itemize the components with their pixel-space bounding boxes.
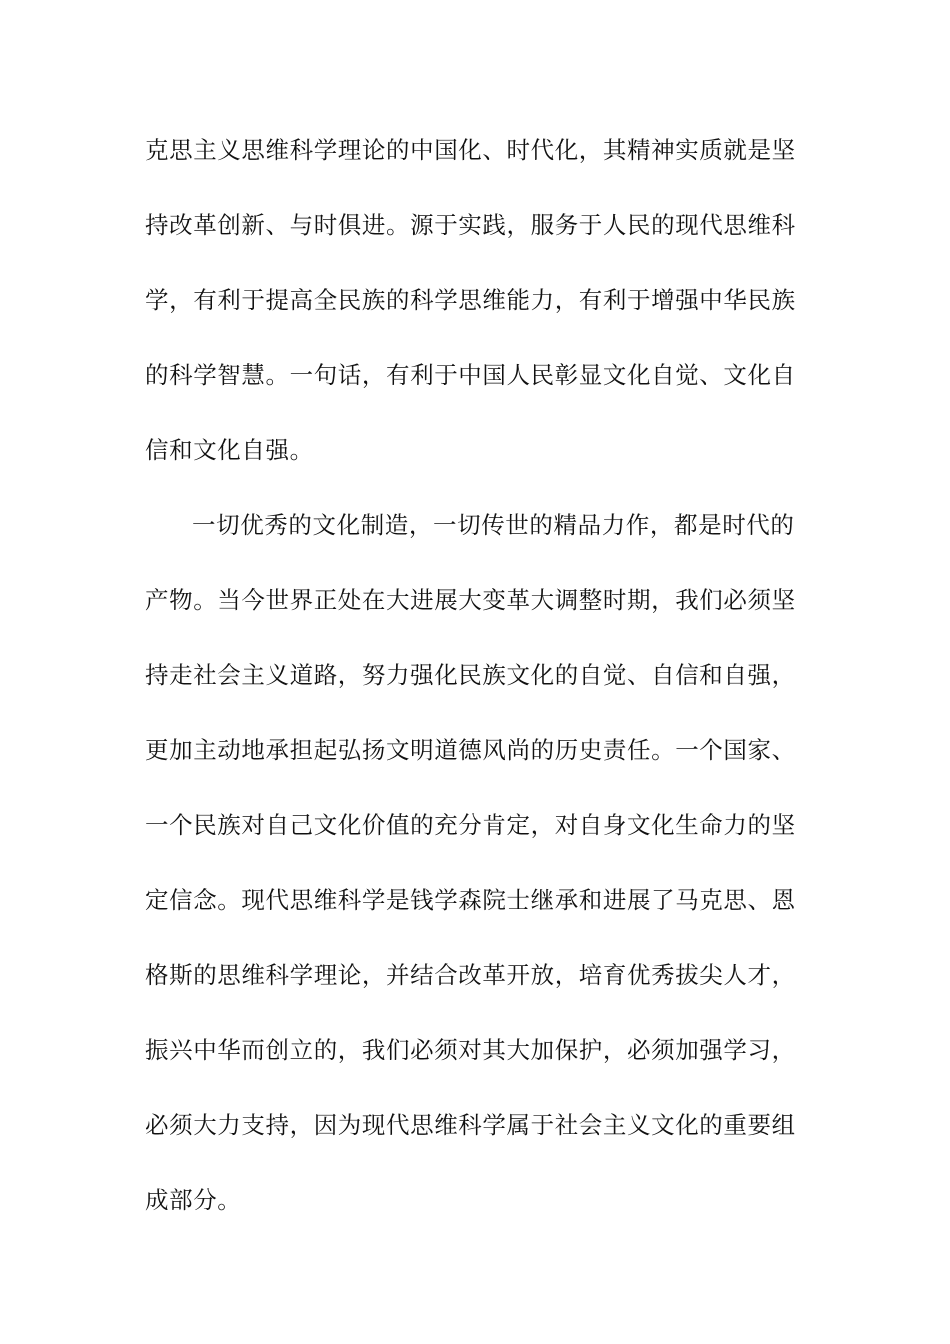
text-line-5: 信和文化自强。 [145,436,314,464]
text-line-4: 的科学智慧。一句话，有利于中国人民彰显文化自觉、文化自 [145,361,796,389]
text-line-2: 持改革创新、与时俱进。源于实践，服务于人民的现代思维科 [145,211,796,239]
text-line-8: 持走社会主义道路，努力强化民族文化的自觉、自信和自强， [145,661,796,689]
text-line-7: 产物。当今世界正处在大进展大变革大调整时期，我们必须坚 [145,586,796,614]
text-line-1: 克思主义思维科学理论的中国化、时代化，其精神实质就是坚 [145,136,796,164]
text-line-9: 更加主动地承担起弘扬文明道德风尚的历史责任。一个国家、 [145,736,796,764]
text-line-10: 一个民族对自己文化价值的充分肯定，对自身文化生命力的坚 [145,811,796,839]
text-line-3: 学，有利于提高全民族的科学思维能力，有利于增强中华民族 [145,286,796,314]
text-line-6: 一切优秀的文化制造，一切传世的精品力作，都是时代的 [192,511,795,539]
text-line-12: 格斯的思维科学理论，并结合改革开放，培育优秀拔尖人才， [145,961,796,989]
text-line-15: 成部分。 [145,1186,242,1214]
text-line-13: 振兴中华而创立的，我们必须对其大加保护，必须加强学习， [145,1036,796,1064]
text-line-14: 必须大力支持，因为现代思维科学属于社会主义文化的重要组 [145,1111,796,1139]
text-line-11: 定信念。现代思维科学是钱学森院士继承和进展了马克思、恩 [145,886,796,914]
